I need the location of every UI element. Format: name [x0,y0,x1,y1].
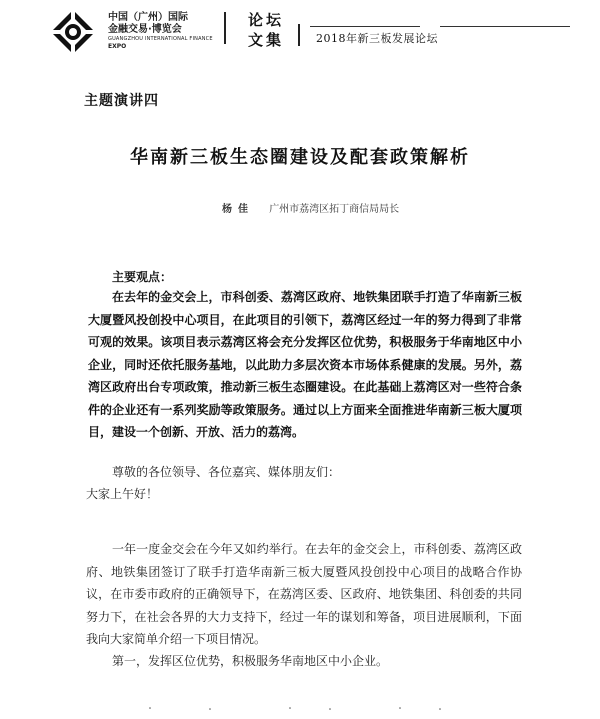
organizer-line-3: GUANGZHOU INTERNATIONAL FINANCE [108,36,213,42]
expo-logo [48,8,98,56]
greeting-line-2: 大家上午好！ [86,487,159,501]
key-points-label: 主要观点： [112,270,173,284]
organizer-line-2: 金融交易·博览会 [108,24,182,35]
forum-subtitle: 2018年新三板发展论坛 [316,32,438,45]
body-paragraph: 一年一度金交会在今年又如约举行。在去年的金交会上，市科创委、荔湾区政府、地铁集团签订了联手打造华南新三板大厦暨风投创投中心项目的战略合作协议，在市委市政府的正确领导下，在荔湾区委、区政府、地铁集团、科创委的共同努力下，在社会各界的大力支持下，经过一年的谋划和筹备，项目进展顺利，下面我向大家简单介绍一下项目情况。 [86,542,522,646]
forum-title [248,10,284,50]
scan-specks [0,703,600,713]
forum-title-line-2: 文集 [248,31,285,49]
section-label: 主题演讲四 [84,93,159,109]
organizer-line-4: EXPO [108,43,127,50]
header-divider [224,12,226,44]
speaker-position: 广州市荔湾区拓丁商信局局长 [269,204,400,215]
header-rule [440,26,570,27]
organizer-line-1: 中国（广州）国际 [108,12,188,23]
forum-title-line-1: 论坛 [248,11,285,29]
page-title: 华南新三板生态圈建设及配套政策解析 [130,147,470,168]
header-rule [310,26,420,27]
key-points-text: 在去年的金交会上，市科创委、荔湾区政府、地铁集团联手打造了华南新三板大厦暨风投创投中心项目，在此项目的引领下，荔湾区经过一年的努力得到了非常可观的效果。该项目表示荔湾区将会充分发挥区位优势，积极服务于华南地区中小企业，同时还依托服务基地，以此助力多层次资本市场体系健康的发展。另外，荔湾区政府出台专项政策，推动新三板生态圈建设。在此基础上荔湾区对一些符合条件的企业还有一系列奖励等政策服务。通过以上方面来全面推进华南新三板大厦项目，建设一个创新、开放、活力的荔湾。 [88,290,522,439]
first-point-heading: 第一，发挥区位优势，积极服务华南地区中小企业。 [112,654,389,668]
greeting [86,461,340,505]
byline [222,200,399,215]
organizer-name [108,12,213,51]
speaker-name: 杨佳 [222,204,254,215]
header-divider-2 [298,24,300,46]
page-header [48,6,568,56]
greeting-line-1: 尊敬的各位领导、各位嘉宾、媒体朋友们： [112,465,341,479]
